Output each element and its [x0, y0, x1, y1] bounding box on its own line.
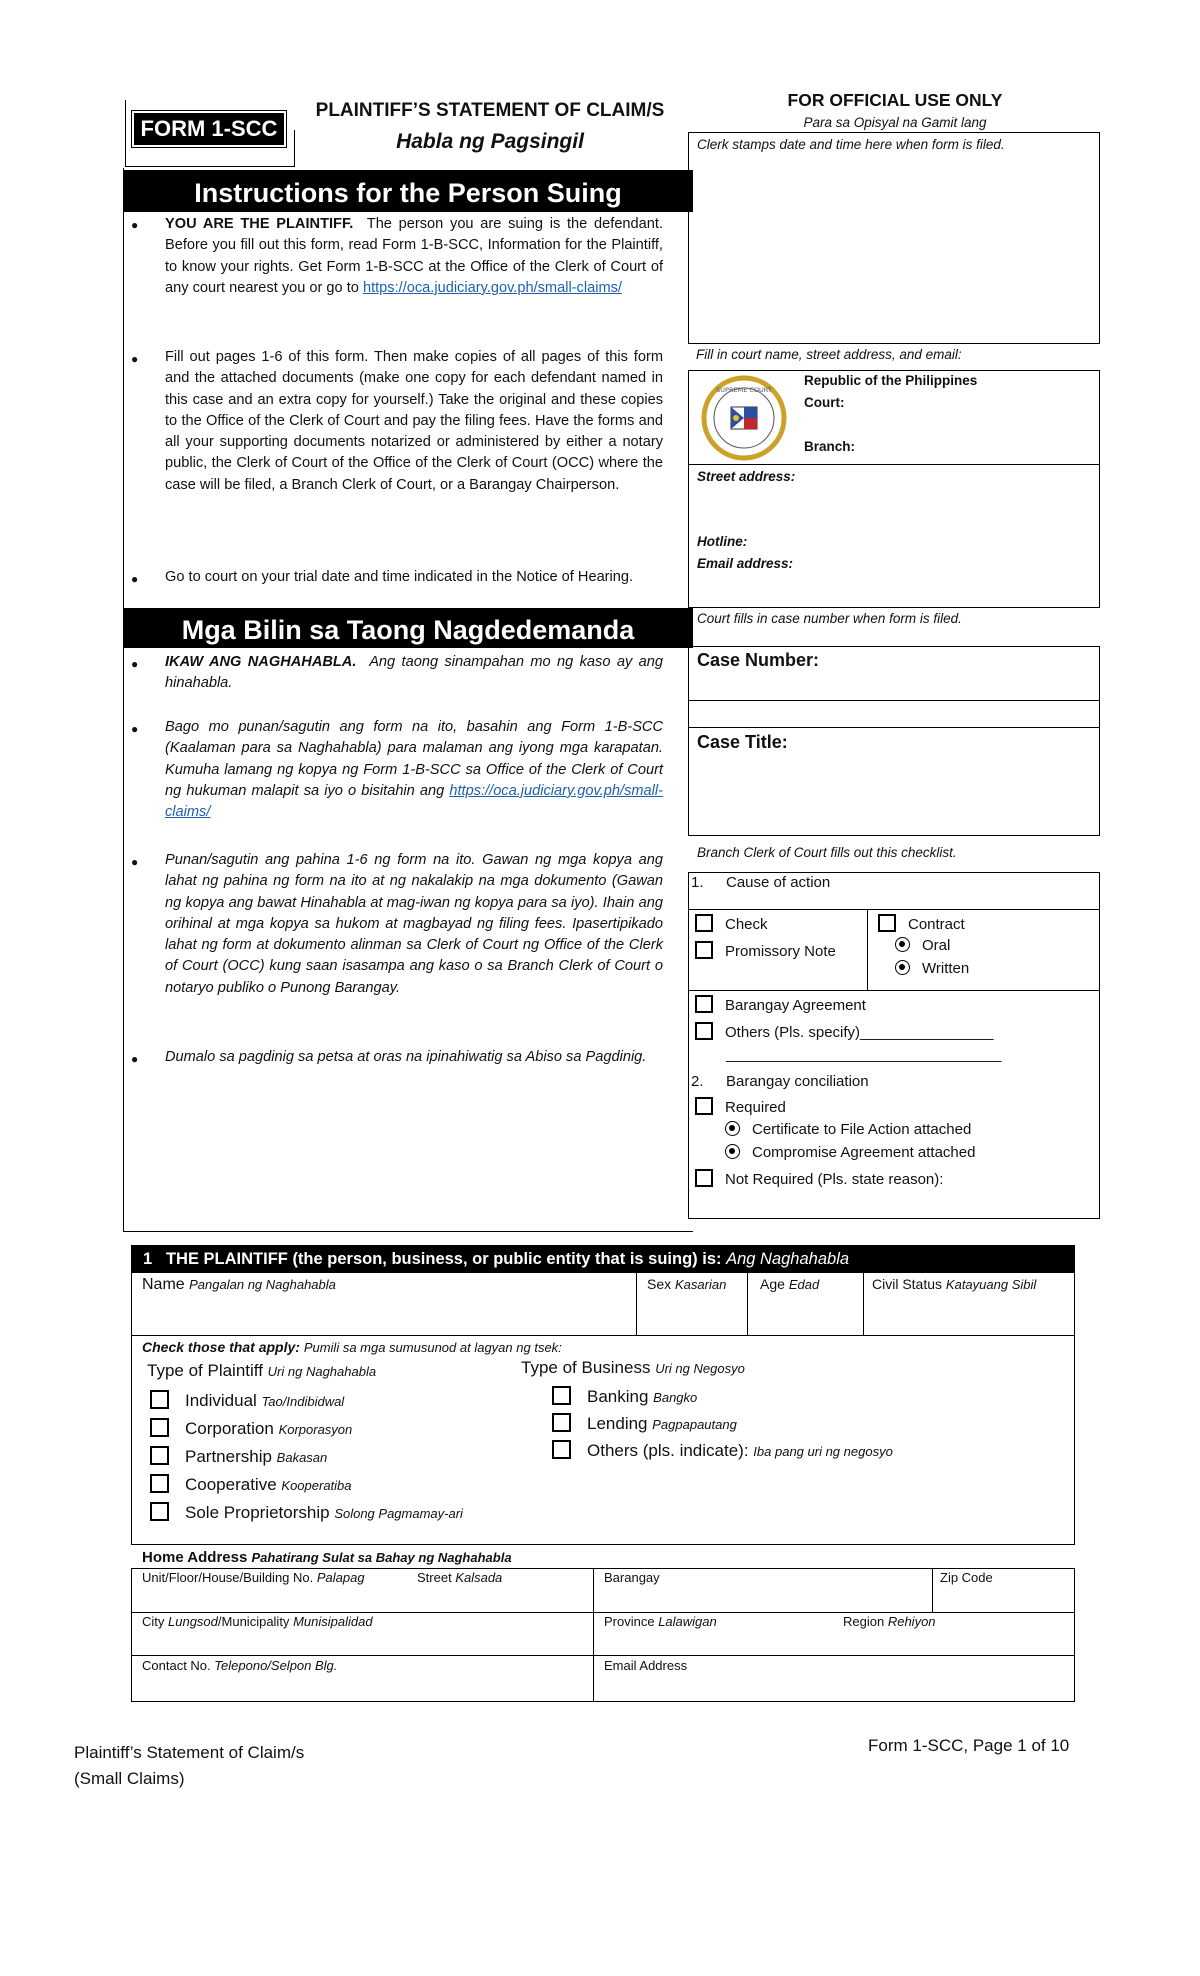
checkbox[interactable] [878, 914, 896, 932]
branch-label: Branch: [804, 439, 856, 454]
street-address-label: Street address: [697, 469, 796, 484]
zip-field[interactable]: Zip Code [940, 1570, 993, 1585]
instructions-heading: Instructions for the Person Suing [123, 170, 693, 212]
bullet-icon: ● [131, 1052, 139, 1066]
checkbox[interactable] [695, 1169, 713, 1187]
not-required-option[interactable]: Not Required (Pls. state reason): [695, 1169, 943, 1188]
q1-num: 1. [691, 874, 704, 891]
court-label: Court: [804, 395, 845, 410]
footer-left-1: Plaintiff’s Statement of Claim/s [74, 1743, 305, 1762]
checkbox[interactable] [695, 1097, 713, 1115]
plaintiff-section-heading: 1 THE PLAINTIFF (the person, business, or public entity that is suing) is: Ang Naghahabla [131, 1245, 1075, 1273]
checkbox[interactable] [150, 1418, 169, 1437]
compromise-option[interactable]: Compromise Agreement attached [725, 1144, 975, 1161]
instructions-bullet-2: Fill out pages 1-6 of this form. Then make copies of all pages of this form and the attached documents (make one copy for each defendant named in this case and an extra copy for yourself.) Take the original and these copies to the Office of the Clerk of Court and pay the filing fees. Have the forms and all your supporting documents notarized or administered by either a notary public, the Clerk of Court of the Office of the Clerk of Court (OCC) where the case will be filed, a Branch Clerk of Court, or a Barangay Chairperson. [165, 349, 663, 493]
form-title-tl: Habla ng Pagsingil [396, 130, 584, 153]
radio-selected[interactable] [725, 1121, 740, 1136]
bilin-heading: Mga Bilin sa Taong Nagdedemanda [123, 608, 693, 648]
contact-field[interactable]: Contact No. Telepono/Selpon Blg. [142, 1658, 338, 1673]
checkbox[interactable] [150, 1502, 169, 1521]
type-plaintiff-label: Type of Plaintiff Uri ng Naghahabla [147, 1361, 377, 1380]
contract-option[interactable]: Contract [878, 914, 965, 933]
q2-label: Barangay conciliation [726, 1073, 869, 1090]
required-option[interactable]: Required [695, 1097, 786, 1116]
case-title-label: Case Title: [697, 732, 788, 752]
footer-page: Form 1-SCC, Page 1 of 10 [868, 1736, 1070, 1755]
civil-status-field[interactable]: Civil Status Katayuang Sibil [872, 1276, 1037, 1292]
plaintiff-type-option[interactable]: Partnership Bakasan [150, 1443, 463, 1471]
city-field[interactable]: City Lungsod/Municipality Munisipalidad [142, 1614, 373, 1629]
plaintiff-type-option[interactable]: Sole Proprietorship Solong Pagmamay-ari [150, 1499, 463, 1527]
barangay-field[interactable]: Barangay [604, 1570, 660, 1585]
checkbox[interactable] [150, 1446, 169, 1465]
checkbox[interactable] [552, 1386, 571, 1405]
bilin-link[interactable]: https://oca.judiciary.gov.ph/small-claims/ [165, 782, 663, 821]
written-option[interactable]: Written [895, 960, 969, 977]
business-type-option[interactable]: Banking Bangko [552, 1384, 893, 1411]
bilin-bullet-2: Bago mo punan/sagutin ang form na ito, basahin ang Form 1-B-SCC (Kaalaman para sa Naghahabla) para malaman ang iyong mga karapatan. Kumuha lamang ng kopya ng Form 1-B-SCC sa Office of the Clerk of Court ng hukuman malapit sa iyo o bisitahin ang https://oca.judiciary.gov.ph/small-claims/ [165, 719, 663, 821]
radio-selected[interactable] [725, 1144, 740, 1159]
bullet-icon: ● [131, 657, 139, 671]
case-number-label: Case Number: [697, 650, 820, 670]
check-apply-label: Check those that apply: Pumili sa mga sumusunod at lagyan ng tsek: [142, 1339, 562, 1355]
type-business-label: Type of Business Uri ng Negosyo [521, 1358, 745, 1377]
check-option[interactable]: Check [695, 914, 768, 933]
checklist-note: Branch Clerk of Court fills out this checklist. [697, 845, 957, 860]
bilin-bullet-4: Dumalo sa pagdinig sa petsa at oras na ipinahiwatig sa Abiso sa Pagdinig. [165, 1049, 647, 1065]
checkbox[interactable] [150, 1390, 169, 1409]
bullet-icon: ● [131, 218, 139, 232]
email-field[interactable]: Email Address [604, 1658, 688, 1673]
bullet-icon: ● [131, 352, 139, 366]
name-field[interactable]: Name Pangalan ng Naghahabla [142, 1276, 336, 1293]
fill-court-note: Fill in court name, street address, and email: [696, 347, 962, 362]
clerk-stamp-box[interactable] [688, 132, 1100, 344]
others-option[interactable]: Others (Pls. specify)________________ [695, 1022, 994, 1041]
oral-option[interactable]: Oral [895, 937, 950, 954]
address-table [131, 1568, 1075, 1702]
sex-field[interactable]: Sex Kasarian [647, 1276, 727, 1292]
bullet-icon: ● [131, 855, 139, 869]
certificate-option[interactable]: Certificate to File Action attached [725, 1121, 971, 1138]
unit-field[interactable]: Unit/Floor/House/Building No. Palapag [142, 1570, 365, 1585]
seal-text: SUPREME COURT [716, 386, 772, 394]
region-field[interactable]: Region Rehiyon [843, 1614, 936, 1629]
supreme-court-seal-icon [700, 374, 788, 462]
business-type-option[interactable]: Others (pls. indicate): Iba pang uri ng negosyo [552, 1438, 893, 1465]
radio-selected[interactable] [895, 937, 910, 952]
instructions-bullet-1: YOU ARE THE PLAINTIFF. The person you are suing is the defendant. Before you fill out this form, read Form 1-B-SCC, Information for the Plaintiff, to know your rights. Get Form 1-B-SCC at the Office of the Clerk of Court of any court nearest you or go to https://oca.judiciary.gov.ph/small-claims/ [165, 216, 664, 296]
q2-num: 2. [691, 1073, 704, 1090]
bullet-icon: ● [131, 572, 139, 586]
plaintiff-type-option[interactable]: Corporation Korporasyon [150, 1415, 463, 1443]
footer-left-2: (Small Claims) [74, 1769, 185, 1788]
barangay-agreement-option[interactable]: Barangay Agreement [695, 995, 866, 1014]
q1-label: Cause of action [726, 874, 831, 891]
email-label: Email address: [697, 556, 794, 571]
checkbox[interactable] [150, 1474, 169, 1493]
republic-label: Republic of the Philippines [804, 373, 978, 388]
checkbox[interactable] [552, 1440, 571, 1459]
clerk-stamp-note: Clerk stamps date and time here when form is filed. [697, 137, 1005, 152]
business-type-list [552, 1384, 893, 1465]
official-use-title-tl: Para sa Opisyal na Gamit lang [803, 115, 987, 130]
case-number-note: Court fills in case number when form is filed. [697, 611, 962, 626]
province-field[interactable]: Province Lalawigan [604, 1614, 717, 1629]
instructions-bullet-3: Go to court on your trial date and time indicated in the Notice of Hearing. [165, 569, 634, 585]
checkbox[interactable] [695, 914, 713, 932]
age-field[interactable]: Age Edad [760, 1276, 820, 1292]
street-field[interactable]: Street Kalsada [417, 1570, 503, 1585]
form-code: FORM 1-SCC [132, 111, 286, 147]
radio-selected[interactable] [895, 960, 910, 975]
checkbox[interactable] [552, 1413, 571, 1432]
checkbox[interactable] [695, 941, 713, 959]
home-address-label: Home Address Pahatirang Sulat sa Bahay ng Naghahabla [142, 1549, 512, 1566]
promissory-option[interactable]: Promissory Note [695, 941, 836, 960]
plaintiff-type-option[interactable]: Cooperative Kooperatiba [150, 1471, 463, 1499]
plaintiff-type-option[interactable]: Individual Tao/Indibidwal [150, 1387, 463, 1415]
checkbox[interactable] [695, 995, 713, 1013]
hotline-label: Hotline: [697, 534, 748, 549]
bilin-bullet-1: IKAW ANG NAGHAHABLA. Ang taong sinampahan mo ng kaso ay ang hinahabla. [165, 654, 663, 692]
bullet-icon: ● [131, 722, 139, 736]
bilin-bullet-3: Punan/sagutin ang pahina 1-6 ng form na ito. Gawan ng mga kopya ang lahat ng pahina ng form na ito at ng nakalakip na mga dokumento (Gawan ng kopya ang bawat Hinahabla at mag-iwan ng kopya para sa iyo). Ihain ang orihinal at mga kopya sa hukom at magbayad ng filing fees. Ipasertipikado lahat ng form at dokumento alinman sa Clerk of Court ng Office of the Clerk of Court (OCC) kung saan isasampa ang kaso o sa Branch Clerk of Court o notaryo publiko o Punong Barangay. [165, 852, 663, 996]
instructions-link[interactable]: https://oca.judiciary.gov.ph/small-claims/ [362, 279, 622, 296]
checkbox[interactable] [695, 1022, 713, 1040]
plaintiff-type-list [150, 1387, 463, 1527]
official-use-title: FOR OFFICIAL USE ONLY [787, 90, 1003, 110]
business-type-option[interactable]: Lending Pagpapautang [552, 1411, 893, 1438]
others-line[interactable]: _________________________________ [726, 1046, 1002, 1063]
form-title: PLAINTIFF’S STATEMENT OF CLAIM/S [315, 100, 665, 121]
